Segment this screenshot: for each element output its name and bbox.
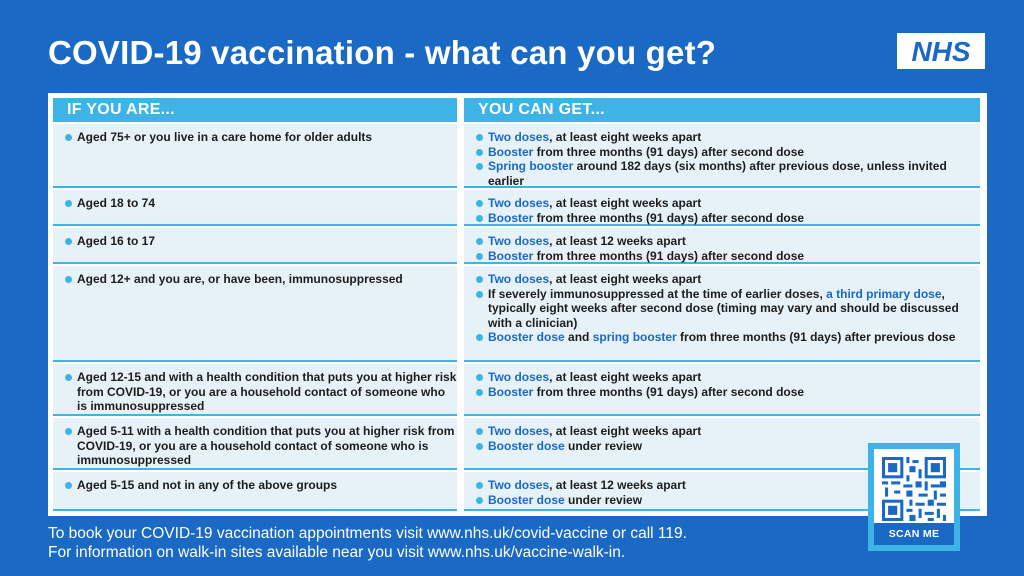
bullet-icon: [65, 200, 72, 207]
entitlement-item: [464, 234, 980, 249]
highlight-text: Booster dose: [488, 492, 565, 507]
table-row: [53, 124, 980, 188]
entitlement-text: , at least eight weeks apart: [549, 370, 702, 384]
entitlement-cell: [464, 124, 980, 188]
eligibility-group: [53, 266, 457, 287]
entitlement-item: [464, 211, 980, 226]
entitlement-text: and: [564, 330, 593, 345]
page-title: COVID-19 vaccination - what can you get?: [48, 34, 717, 71]
qr-code-panel[interactable]: [868, 443, 960, 551]
eligibility-cell: [53, 228, 457, 264]
entitlement-text: under review: [564, 438, 643, 453]
entitlement-text: , at least 12 weeks apart: [549, 234, 686, 248]
eligibility-group: [53, 190, 457, 211]
entitlement-text: If severely immunosuppressed at the time of earlier doses,: [488, 286, 827, 301]
entitlement-text: from three months (91 days) after second dose: [533, 248, 805, 263]
eligibility-text: Aged 75+ or you live in a care home for older adults: [77, 130, 373, 144]
highlight-text: Two doses: [488, 478, 550, 492]
nhs-logo: [897, 33, 985, 69]
highlight-text: Booster dose: [488, 330, 565, 345]
entitlement-text: , at least eight weeks apart: [549, 130, 702, 144]
entitlement-item: [464, 159, 980, 188]
table-row: [53, 418, 980, 470]
eligibility-text: Aged 12+ and you are, or have been, immunosuppressed: [77, 272, 403, 286]
highlight-text: spring booster: [592, 330, 677, 345]
vaccination-table: [48, 93, 987, 516]
footer-walk-in-line: For information on walk-in sites available near you visit www.nhs.uk/vaccine-walk-in.: [48, 544, 626, 561]
highlight-text: Booster: [488, 210, 534, 225]
table-row: [53, 228, 980, 264]
entitlement-text: , typically eight weeks after second dose (timing may vary and should be discussed with a clinician): [488, 286, 959, 330]
entitlement-item: [464, 424, 980, 439]
header-if-you-are: IF YOU ARE...: [53, 98, 457, 122]
bullet-icon: [476, 389, 483, 396]
bullet-icon: [65, 374, 72, 381]
entitlement-cell: [464, 266, 980, 362]
entitlement-item: [464, 145, 980, 160]
bullet-icon: [65, 276, 72, 283]
entitlement-item: [464, 272, 980, 287]
entitlement-text: around 182 days (six months) after previous dose, unless invited earlier: [488, 159, 947, 188]
highlight-text: Two doses: [488, 272, 550, 286]
entitlement-text: from three months (91 days) after second dose: [533, 144, 805, 159]
bullet-icon: [476, 276, 483, 283]
bullet-icon: [476, 215, 483, 222]
highlight-text: Booster: [488, 384, 534, 399]
eligibility-cell: [53, 472, 457, 511]
bullet-icon: [65, 134, 72, 141]
entitlement-text: , at least 12 weeks apart: [549, 478, 686, 492]
highlight-text: Two doses: [488, 234, 550, 248]
table-row: [53, 472, 980, 511]
entitlement-text: from three months (91 days) after second dose: [533, 384, 805, 399]
entitlement-cell: [464, 364, 980, 416]
entitlement-item: [464, 249, 980, 264]
entitlement-text: under review: [564, 492, 643, 507]
entitlement-item: [464, 196, 980, 211]
highlight-text: Spring booster: [488, 159, 574, 174]
bullet-icon: [476, 443, 483, 450]
nhs-logo-text: NHS: [911, 36, 971, 66]
table-row: [53, 190, 980, 226]
entitlement-item: [464, 370, 980, 385]
highlight-text: a third primary dose: [826, 286, 942, 301]
eligibility-group: [53, 364, 457, 414]
entitlement-text: from three months (91 days) after previous dose: [676, 330, 956, 345]
bullet-icon: [65, 428, 72, 435]
bullet-icon: [476, 334, 483, 341]
nhs-logo-icon: [900, 36, 982, 66]
entitlement-item: [464, 287, 980, 331]
eligibility-cell: [53, 124, 457, 188]
footer-booking-line: To book your COVID-19 vaccination appointments visit www.nhs.uk/covid-vaccine or call 119.: [48, 525, 687, 542]
eligibility-text: Aged 5-11 with a health condition that puts you at higher risk from COVID-19, or you are a household contact of someone who is immunosuppressed: [77, 424, 455, 468]
eligibility-group: [53, 418, 457, 468]
header-you-can-get: YOU CAN GET...: [464, 98, 980, 122]
bullet-icon: [65, 238, 72, 245]
qr-code-icon: [882, 457, 946, 521]
highlight-text: Two doses: [488, 424, 550, 438]
bullet-icon: [476, 253, 483, 260]
scan-me-label: SCAN ME: [874, 523, 954, 545]
entitlement-text: , at least eight weeks apart: [549, 272, 702, 286]
bullet-icon: [476, 497, 483, 504]
eligibility-group: [53, 124, 457, 145]
highlight-text: Booster dose: [488, 438, 565, 453]
entitlement-text: , at least eight weeks apart: [549, 424, 702, 438]
eligibility-text: Aged 12-15 and with a health condition that puts you at higher risk from COVID-19, or you are a household contact of someone who is immunosuppressed: [77, 370, 457, 414]
entitlement-cell: [464, 228, 980, 264]
entitlement-cell: [464, 190, 980, 226]
eligibility-text: Aged 18 to 74: [77, 196, 156, 210]
footer-info: [48, 524, 687, 562]
entitlement-text: from three months (91 days) after second dose: [533, 210, 805, 225]
eligibility-cell: [53, 364, 457, 416]
bullet-icon: [476, 374, 483, 381]
entitlement-text: , at least eight weeks apart: [549, 196, 702, 210]
eligibility-group: [53, 472, 457, 493]
entitlement-item: [464, 130, 980, 145]
bullet-icon: [476, 482, 483, 489]
highlight-text: Two doses: [488, 130, 550, 144]
highlight-text: Two doses: [488, 196, 550, 210]
bullet-icon: [476, 149, 483, 156]
bullet-icon: [476, 134, 483, 141]
entitlement-item: [464, 330, 980, 345]
table-row: [53, 364, 980, 416]
eligibility-text: Aged 5-15 and not in any of the above groups: [77, 478, 338, 492]
eligibility-cell: [53, 190, 457, 226]
bullet-icon: [476, 428, 483, 435]
highlight-text: Two doses: [488, 370, 550, 384]
eligibility-cell: [53, 266, 457, 362]
eligibility-text: Aged 16 to 17: [77, 234, 156, 248]
bullet-icon: [476, 163, 483, 170]
bullet-icon: [476, 291, 483, 298]
table-row: [53, 266, 980, 362]
bullet-icon: [65, 482, 72, 489]
bullet-icon: [476, 200, 483, 207]
highlight-text: Booster: [488, 144, 534, 159]
eligibility-cell: [53, 418, 457, 470]
eligibility-group: [53, 228, 457, 249]
bullet-icon: [476, 238, 483, 245]
highlight-text: Booster: [488, 248, 534, 263]
entitlement-item: [464, 385, 980, 400]
